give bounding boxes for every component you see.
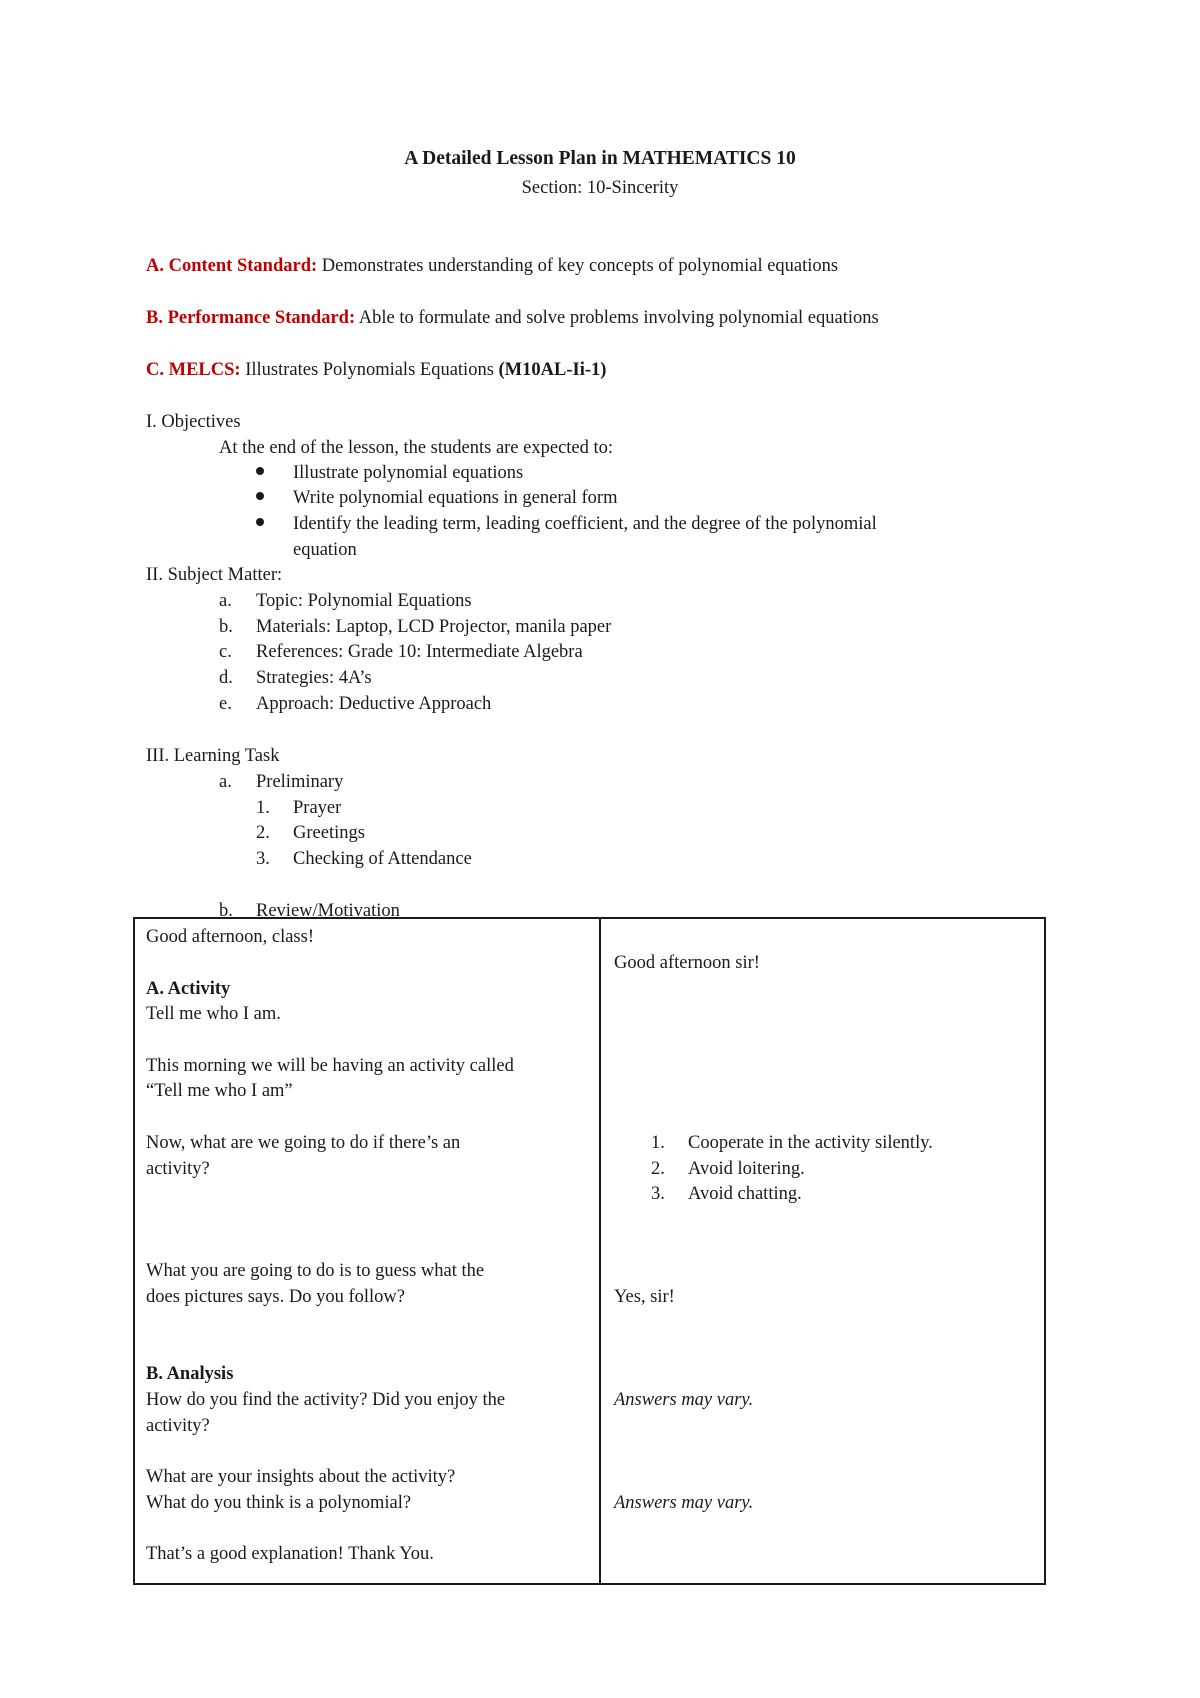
teacher-question: activity?	[146, 1159, 210, 1179]
subject-matter-heading: II. Subject Matter:	[146, 565, 283, 585]
analysis-question: activity?	[146, 1416, 210, 1436]
bullet-icon	[256, 518, 264, 526]
step-marker: 1.	[256, 798, 270, 818]
step-marker: 2.	[256, 823, 270, 843]
objective-item: Identify the leading term, leading coefficient, and the degree of the polynomial	[293, 514, 877, 534]
performance-standard-label: B. Performance Standard:	[146, 308, 356, 328]
subject-item-marker: c.	[219, 642, 232, 662]
teacher-closing: That’s a good explanation! Thank You.	[146, 1544, 434, 1564]
subject-item-marker: b.	[219, 617, 233, 637]
subject-item-marker: d.	[219, 668, 233, 688]
step-attendance: Checking of Attendance	[293, 849, 472, 869]
activity-line: Tell me who I am.	[146, 1004, 281, 1024]
rule-item: Avoid chatting.	[688, 1184, 802, 1204]
activity-desc: “Tell me who I am”	[146, 1081, 293, 1101]
subject-item-approach: Approach: Deductive Approach	[256, 694, 492, 714]
student-answer: Answers may vary.	[614, 1493, 754, 1513]
rule-item: Avoid loitering.	[688, 1159, 805, 1179]
performance-standard-text: Able to formulate and solve problems involving polynomial equations	[358, 308, 879, 328]
step-greetings: Greetings	[293, 823, 365, 843]
subject-item-references: References: Grade 10: Intermediate Algebra	[256, 642, 583, 662]
page-title: A Detailed Lesson Plan in MATHEMATICS 10	[404, 148, 796, 169]
teacher-question: Now, what are we going to do if there’s an	[146, 1133, 461, 1153]
objective-item: Illustrate polynomial equations	[293, 463, 524, 483]
learning-task-heading: III. Learning Task	[146, 746, 280, 766]
subject-item-marker: e.	[219, 694, 232, 714]
student-answer: Answers may vary.	[614, 1390, 754, 1410]
rule-marker: 3.	[651, 1184, 665, 1204]
student-follow: Yes, sir!	[614, 1287, 675, 1307]
teacher-instruction: does pictures says. Do you follow?	[146, 1287, 405, 1307]
activity-heading: A. Activity	[146, 979, 231, 999]
subject-item-materials: Materials: Laptop, LCD Projector, manila paper	[256, 617, 612, 637]
content-standard	[146, 253, 838, 279]
analysis-question: How do you find the activity? Did you enjoy the	[146, 1390, 506, 1410]
review-label: Review/Motivation	[256, 901, 400, 921]
rule-marker: 1.	[651, 1133, 665, 1153]
content-standard-label: A. Content Standard:	[146, 256, 318, 276]
subject-item-strategies: Strategies: 4A’s	[256, 668, 372, 688]
objectives-heading: I. Objectives	[146, 412, 241, 432]
preliminary-marker: a.	[219, 772, 232, 792]
teacher-greeting: Good afternoon, class!	[146, 927, 314, 947]
objective-item: Write polynomial equations in general form	[293, 488, 618, 508]
teacher-instruction: What you are going to do is to guess what the	[146, 1261, 485, 1281]
performance-standard	[146, 305, 879, 331]
analysis-question: What are your insights about the activity?	[146, 1467, 456, 1487]
objective-item-continued: equation	[293, 540, 357, 560]
step-prayer: Prayer	[293, 798, 342, 818]
analysis-question: What do you think is a polynomial?	[146, 1493, 412, 1513]
objectives-intro: At the end of the lesson, the students are expected to:	[219, 438, 614, 458]
student-greeting: Good afternoon sir!	[614, 953, 760, 973]
melcs-code: (M10AL-Ii-1)	[498, 360, 607, 380]
rule-marker: 2.	[651, 1159, 665, 1179]
content-standard-text: Demonstrates understanding of key concepts of polynomial equations	[321, 256, 839, 276]
melcs	[146, 357, 606, 383]
section-label: Section: 10-Sincerity	[521, 178, 679, 198]
bullet-icon	[256, 492, 264, 500]
analysis-heading: B. Analysis	[146, 1364, 234, 1384]
rule-item: Cooperate in the activity silently.	[688, 1133, 933, 1153]
activity-desc: This morning we will be having an activity called	[146, 1056, 514, 1076]
subject-item-topic: Topic: Polynomial Equations	[256, 591, 472, 611]
melcs-text: Illustrates Polynomials Equations	[245, 360, 494, 380]
bullet-icon	[256, 467, 264, 475]
preliminary-label: Preliminary	[256, 772, 344, 792]
melcs-label: C. MELCS:	[146, 360, 241, 380]
table-divider	[599, 917, 601, 1585]
step-marker: 3.	[256, 849, 270, 869]
subject-item-marker: a.	[219, 591, 232, 611]
review-marker: b.	[219, 901, 233, 921]
